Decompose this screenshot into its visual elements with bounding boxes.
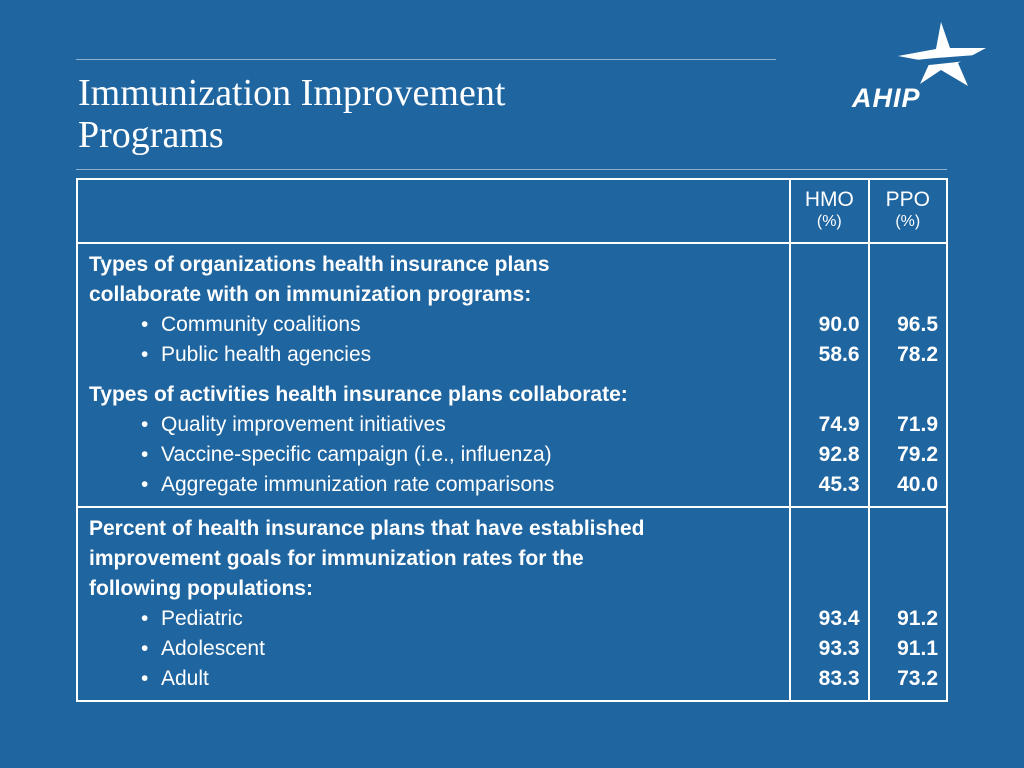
logo-text: AHIP	[852, 83, 921, 113]
bullet-glyph: •	[141, 607, 149, 630]
list-item	[89, 470, 789, 500]
row-label: Quality improvement initiatives	[161, 413, 446, 436]
value-cell: 78.2	[897, 343, 938, 366]
top-divider	[76, 59, 776, 60]
star-swoosh-icon	[846, 18, 996, 88]
bottom-divider	[76, 169, 947, 170]
bullet-glyph: •	[141, 443, 149, 466]
value-cell: 83.3	[818, 667, 860, 690]
table-row	[77, 507, 947, 701]
list-item	[89, 604, 789, 634]
list-item	[89, 634, 789, 664]
value-cell: 96.5	[897, 313, 938, 336]
header-empty-cell	[77, 179, 790, 243]
value-cell: 73.2	[897, 667, 938, 690]
row-label: Vaccine-specific campaign (i.e., influenza)	[161, 443, 552, 466]
list-item	[89, 664, 789, 694]
ahip-logo	[846, 18, 996, 113]
row-label: Pediatric	[161, 607, 243, 630]
section1-labels	[77, 243, 790, 507]
section1-heading2: Types of activities health insurance plans collaborate:	[89, 383, 628, 406]
section2-heading-line1: Percent of health insurance plans that have established	[89, 517, 645, 540]
table-header-row	[77, 179, 947, 243]
title-line-2: Programs	[78, 114, 224, 156]
header-hmo-unit: (%)	[816, 213, 842, 230]
section1-heading1-line1: Types of organizations health insurance plans	[89, 253, 550, 276]
value-cell: 40.0	[897, 473, 938, 496]
immunization-table	[76, 178, 948, 702]
value-cell: 79.2	[897, 443, 938, 466]
section2-hmo-values	[790, 507, 868, 701]
list-item	[89, 310, 789, 340]
list-item	[89, 410, 789, 440]
section1-hmo-values	[790, 243, 868, 507]
row-label: Adult	[161, 667, 209, 690]
header-hmo-label: HMO	[804, 188, 854, 211]
value-cell: 93.4	[818, 607, 860, 630]
list-item	[89, 340, 789, 370]
value-cell: 91.1	[897, 637, 938, 660]
value-cell: 91.2	[897, 607, 938, 630]
row-label: Adolescent	[161, 637, 265, 660]
value-cell: 90.0	[818, 313, 860, 336]
header-ppo-unit: (%)	[895, 213, 921, 230]
bullet-glyph: •	[141, 637, 149, 660]
header-hmo	[790, 179, 868, 243]
value-cell: 45.3	[818, 473, 860, 496]
table-row	[77, 243, 947, 507]
section1-heading1-line2: collaborate with on immunization programs:	[89, 283, 532, 306]
section2-heading-line3: following populations:	[89, 577, 313, 600]
bullet-glyph: •	[141, 413, 149, 436]
header-ppo	[869, 179, 947, 243]
section2-ppo-values	[869, 507, 947, 701]
section2-labels	[77, 507, 790, 701]
bullet-glyph: •	[141, 313, 149, 336]
list-item	[89, 440, 789, 470]
row-label: Aggregate immunization rate comparisons	[161, 473, 555, 496]
section1-ppo-values	[869, 243, 947, 507]
bullet-glyph: •	[141, 473, 149, 496]
bullet-glyph: •	[141, 667, 149, 690]
section2-heading-line2: improvement goals for immunization rates for the	[89, 547, 584, 570]
header-ppo-label: PPO	[885, 188, 930, 211]
value-cell: 74.9	[818, 413, 860, 436]
value-cell: 93.3	[818, 637, 860, 660]
value-cell: 71.9	[897, 413, 938, 436]
row-label: Community coalitions	[161, 313, 361, 336]
page-title	[78, 72, 778, 156]
value-cell: 58.6	[818, 343, 860, 366]
bullet-glyph: •	[141, 343, 149, 366]
row-label: Public health agencies	[161, 343, 372, 366]
value-cell: 92.8	[818, 443, 860, 466]
title-line-1: Immunization Improvement	[78, 72, 506, 114]
